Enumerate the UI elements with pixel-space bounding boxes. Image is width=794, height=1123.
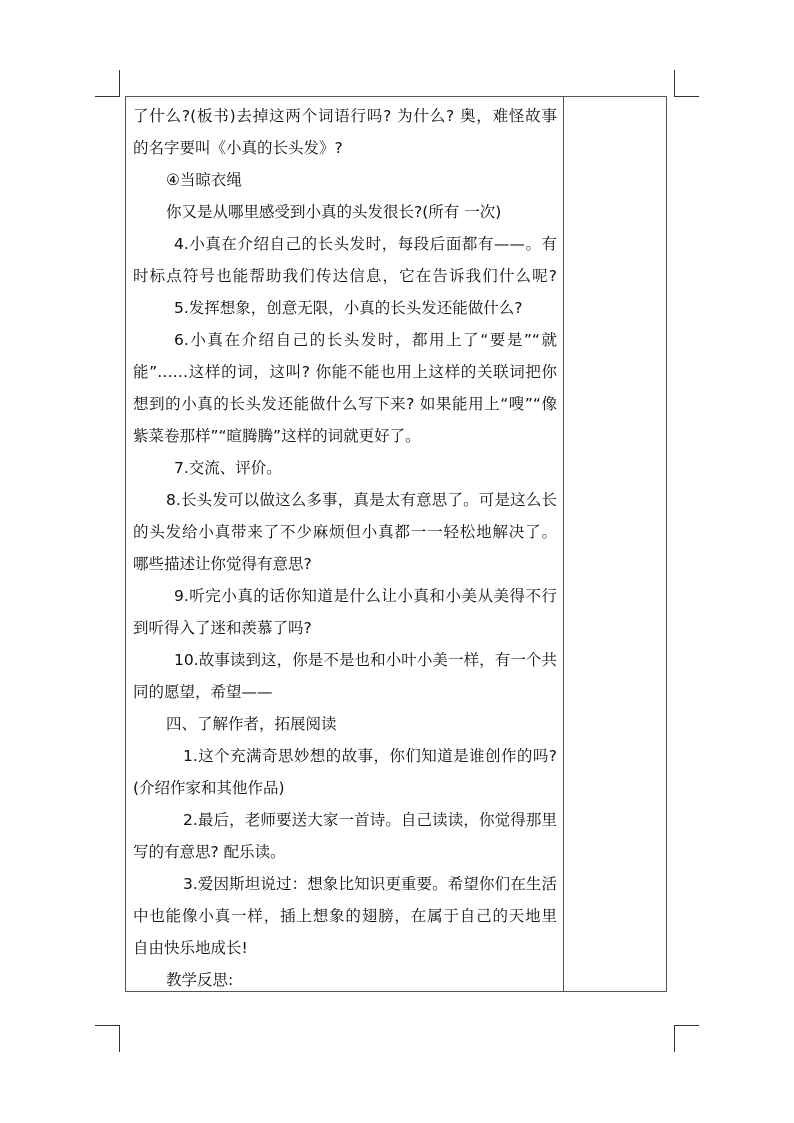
text-line: 紫菜卷那样”“暄腾腾”这样的词就更好了。: [133, 427, 421, 445]
text-line: 到听得入了迷和羡慕了吗?: [133, 619, 312, 637]
text-line: 7.交流、评价。: [174, 459, 282, 477]
text-line: 哪些描述让你觉得有意思?: [133, 555, 312, 573]
text-line: 10.故事读到这，你是不是也和小叶小美一样，有一个共: [174, 651, 557, 669]
text-line: 1.这个充满奇思妙想的故事，你们知道是谁创作的吗?: [183, 747, 557, 765]
text-line: 2.最后，老师要送大家一首诗。自己读读，你觉得那里: [183, 811, 557, 829]
lesson-plan-table: [125, 96, 667, 992]
crop-mark-top-right: [674, 96, 699, 97]
text-line: 同的愿望，希望——: [133, 683, 273, 701]
text-line: 了什么?(板书)去掉这两个词语行吗? 为什么? 奥，难怪故事: [133, 107, 557, 125]
text-line: 4.小真在介绍自己的长头发时，每段后面都有——。有: [174, 235, 557, 253]
text-line: 教学反思:: [166, 971, 234, 989]
text-line: ④当晾衣绳: [166, 171, 242, 189]
text-line: 能”……这样的词，这叫? 你能不能也用上这样的关联词把你: [133, 363, 557, 381]
text-line: 8.长头发可以做这么多事，真是太有意思了。可是这么长: [166, 491, 557, 509]
text-line: 你又是从哪里感受到小真的头发很长?(所有 一次): [166, 203, 502, 221]
text-line: 3.爱因斯坦说过：想象比知识更重要。希望你们在生活: [183, 875, 557, 893]
text-line: 的头发给小真带来了不少麻烦但小真都一一轻松地解决了。: [133, 523, 557, 541]
crop-mark-bottom-left: [119, 1025, 120, 1052]
column-divider: [563, 97, 564, 991]
text-line: 想到的小真的长头发还能做什么写下来? 如果能用上“嗖”“像: [133, 395, 557, 413]
text-line: 6.小真在介绍自己的长头发时，都用上了“要是”“就: [174, 331, 557, 349]
crop-mark-top-left: [119, 70, 120, 97]
text-line: 自由快乐地成长!: [133, 939, 248, 957]
text-line: 中也能像小真一样，插上想象的翅膀，在属于自己的天地里: [133, 907, 557, 925]
crop-mark-bottom-left: [95, 1025, 120, 1026]
text-line: (介绍作家和其他作品): [133, 779, 285, 797]
text-line: 的名字要叫《小真的长头发》?: [133, 139, 343, 157]
text-line: 5.发挥想象，创意无限，小真的长头发还能做什么?: [174, 299, 523, 317]
crop-mark-top-left: [95, 96, 120, 97]
text-line: 写的有意思? 配乐读。: [133, 843, 286, 861]
crop-mark-bottom-right: [674, 1025, 699, 1026]
crop-mark-top-right: [674, 70, 675, 97]
text-line: 9.听完小真的话你知道是什么让小真和小美从美得不行: [174, 587, 557, 605]
text-line: 四、了解作者，拓展阅读: [166, 715, 337, 733]
lesson-content-cell: [133, 100, 557, 996]
text-line: 时标点符号也能帮助我们传达信息，它在告诉我们什么呢?: [133, 267, 557, 285]
crop-mark-bottom-right: [674, 1025, 675, 1052]
